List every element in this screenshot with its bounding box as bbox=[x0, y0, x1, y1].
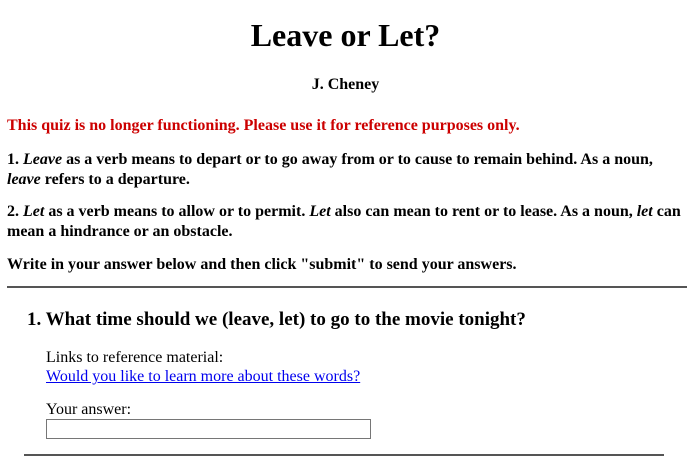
definition-let bbox=[7, 202, 687, 242]
divider bbox=[7, 286, 687, 288]
definition-text: refers to a departure. bbox=[40, 171, 190, 188]
answer-label: Your answer: bbox=[46, 401, 132, 418]
page-title: Leave or Let? bbox=[250, 17, 441, 53]
definition-text: also can mean to rent or to lease. As a noun, bbox=[330, 203, 637, 220]
term-let: Let bbox=[23, 203, 45, 220]
author-name: J. Cheney bbox=[311, 76, 380, 93]
term-leave: leave bbox=[7, 171, 41, 188]
term-let: Let bbox=[309, 203, 331, 220]
answer-input[interactable] bbox=[46, 419, 371, 439]
definition-number: 1. bbox=[7, 151, 19, 168]
deprecation-notice: This quiz is no longer functioning. Please use it for reference purposes only. bbox=[7, 117, 520, 134]
question-text: What time should we (leave, let) to go to the movie tonight? bbox=[45, 309, 526, 330]
reference-link[interactable]: Would you like to learn more about these words? bbox=[46, 368, 361, 385]
divider bbox=[24, 454, 664, 456]
question-number: 1. bbox=[27, 309, 42, 330]
instructions: Write in your answer below and then click "submit" to send your answers. bbox=[7, 256, 517, 273]
definition-text: as a verb means to depart or to go away from or to cause to remain behind. As a noun, bbox=[62, 151, 653, 168]
term-leave: Leave bbox=[23, 151, 63, 168]
definition-text: can mean a hindrance or an obstacle. bbox=[7, 203, 681, 240]
reference-label: Links to reference material: bbox=[46, 349, 224, 366]
definition-text: as a verb means to allow or to permit. bbox=[44, 203, 310, 220]
term-let: let bbox=[636, 203, 653, 220]
definition-leave bbox=[7, 150, 687, 190]
question-1 bbox=[27, 309, 677, 331]
definition-number: 2. bbox=[7, 203, 19, 220]
